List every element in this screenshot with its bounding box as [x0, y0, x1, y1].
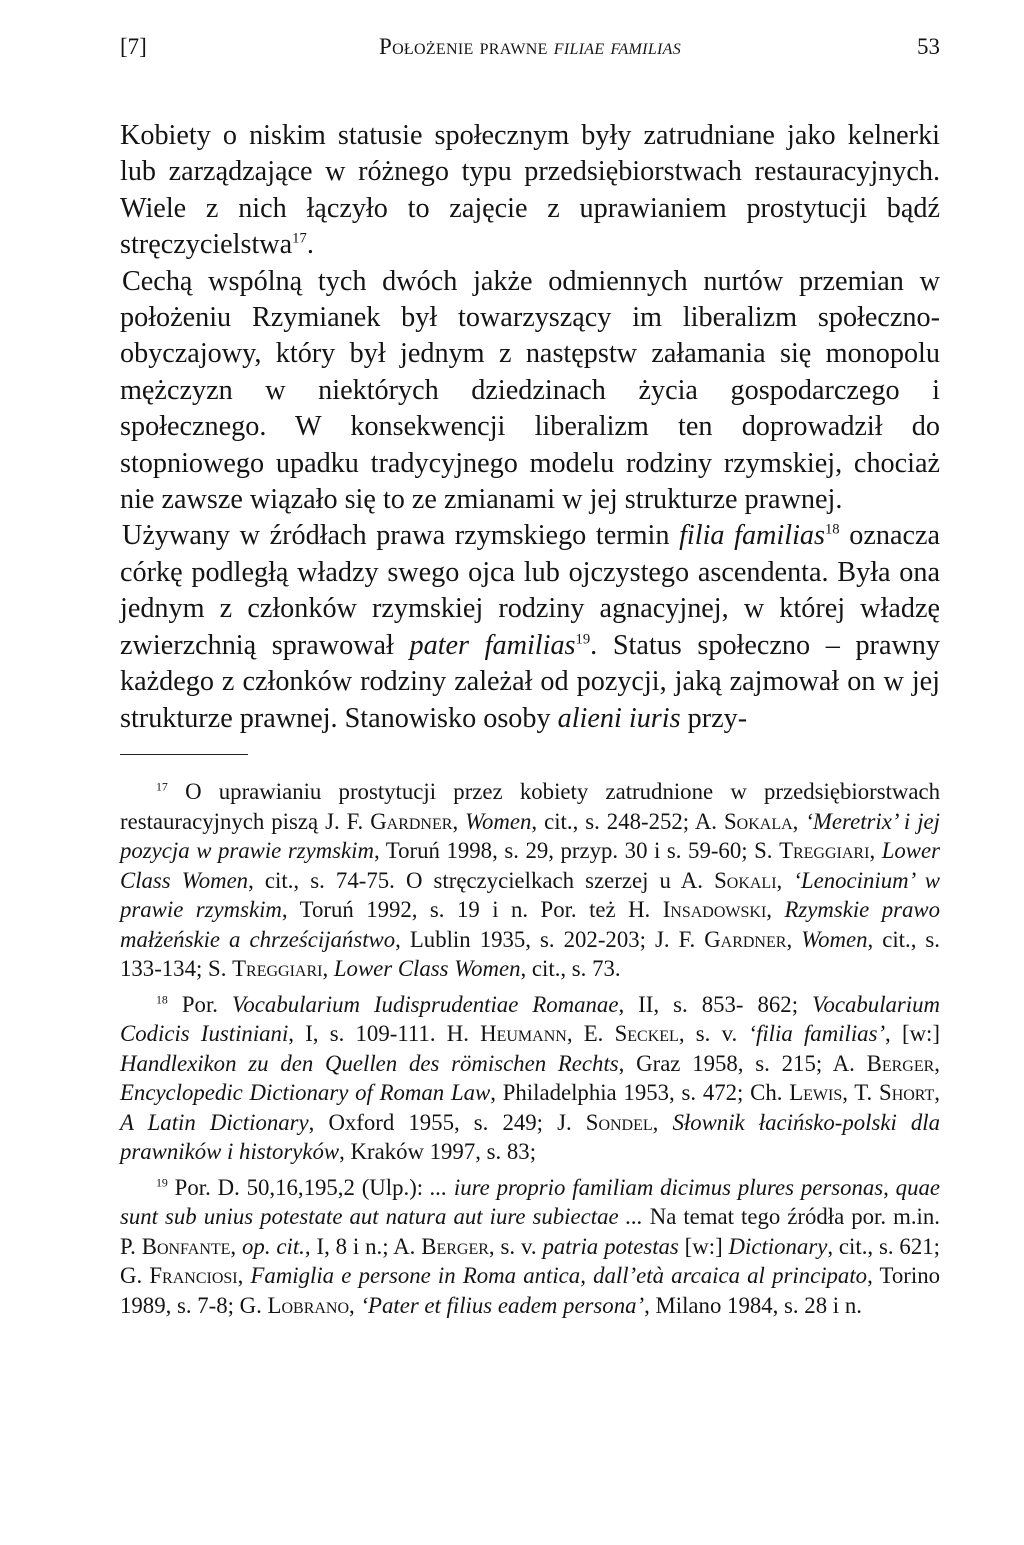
footnote-text: , Toruń 1998, s. 29, przyp. 30 i s. 59-60; S. — [373, 838, 780, 863]
paragraph-2-text: Cechą wspólną tych dwóch jakże odmiennych nurtów przemian w położeniu Rzymianek był towarzyszący im liberalizm społeczno-obyczajowy, który był jednym z następstw załamania się monopolu mężczyzn w niektórych dziedzinach życia gospodarczego i społecznego. W konsekwencji liberalizm ten doprowadził do stopniowego upadku tradycyjnego modelu rodziny rzymskiej, chociaż nie zawsze wiązało się to ze zmianami w jej strukturze prawnej. — [120, 265, 940, 516]
footnote-text: , Milano 1984, s. 28 i n. — [644, 1292, 862, 1318]
paragraph-1-end: . — [306, 229, 314, 261]
footnote-text: I, 8 i n.; A. — [310, 1233, 422, 1259]
footnote-text: , cit., s. 248-252; A. — [531, 808, 724, 834]
author-name: Treggiari — [232, 956, 323, 981]
footnote-number: 17 — [156, 779, 168, 794]
work-title: Vocabularium Iudisprudentiae Romanae — [232, 991, 619, 1017]
footnote-ref-18: 18 — [824, 522, 840, 539]
main-text — [120, 118, 940, 737]
footnote-text: , [w:] — [885, 1021, 940, 1046]
footnote-text: , Toruń 1992, s. 19 i n. Por. też H. — [281, 897, 663, 922]
author-name: Berger — [421, 1233, 489, 1259]
footnote-18 — [120, 990, 940, 1167]
footnote-text: Por. D. 50,16,195,2 (Ulp.): — [167, 1174, 430, 1200]
work-title: Famiglia e persone in Roma antica, dall’età arcaica al principato — [250, 1263, 868, 1288]
author-name: Gardner — [704, 926, 787, 952]
footnote-text: , — [776, 867, 794, 893]
work-title: Lower Class Women — [120, 838, 940, 893]
footnote-text: , — [322, 956, 334, 981]
footnote-ref-17: 17 — [292, 230, 307, 247]
footnote-number: 19 — [156, 1174, 168, 1189]
work-title: Vocabularium Codicis Iustiniani — [120, 991, 940, 1046]
author-name: Franciosi — [149, 1263, 238, 1288]
footnote-text: , — [230, 1233, 243, 1259]
work-title: op. cit., — [242, 1233, 311, 1259]
footnote-text: , — [934, 1050, 940, 1076]
work-title: A Latin Dictionary — [120, 1109, 309, 1135]
paragraph-3-text-b: oznacza córkę podległą władzy swego ojca lub ojczystego ascendenta. Była ona jednym z członków rzymskiej rodziny agnacyjnej, w której władzę zwierzchnią sprawował — [120, 520, 940, 661]
footnote-text: , cit., s. 133-134; S. — [120, 926, 940, 981]
footnote-text: , Graz 1958, s. 215; A. — [618, 1050, 867, 1076]
paragraph-3 — [120, 518, 940, 736]
footnote-text: , E. — [566, 1021, 615, 1046]
work-title: Encyclopedic Dictionary of Roman Law — [120, 1080, 491, 1105]
section-number: [7] — [120, 34, 147, 59]
term-filia-familias: filia familias — [679, 520, 825, 552]
author-name: Sondel — [585, 1109, 653, 1135]
paragraph-1 — [120, 118, 940, 264]
paragraph-3-text-d: przy- — [680, 702, 748, 734]
footnote-text: , Philadelphia 1953, s. 472; Ch. — [490, 1080, 790, 1105]
footnote-text: , — [934, 1080, 940, 1105]
running-title-italic: filiae familias — [553, 34, 682, 59]
term-pater-familias: pater familias — [409, 629, 576, 661]
footnote-text: , Kraków 1997, s. 83; — [339, 1139, 537, 1164]
page-number: 53 — [917, 34, 940, 59]
work-title: Rzymskie prawo małżeńskie a chrześcijaństwo — [120, 897, 940, 952]
footnote-text: , — [652, 1109, 673, 1135]
footnote-text: , II, s. 853- 862; — [618, 991, 813, 1017]
paragraph-3-text-c: . Status społeczno – prawny każdego z członków rodziny zależał od pozycji, jaką zajmował on w jej strukturze prawnej. Stanowisko osoby — [120, 629, 940, 734]
author-name: Lewis — [789, 1080, 843, 1105]
footnote-text: , cit., s. 74-75. O stręczycielkach szerzej u A. — [248, 867, 715, 893]
footnote-text: , T. — [842, 1080, 880, 1105]
footnote-text: , cit., s. 73. — [520, 956, 621, 981]
author-name: Seckel — [614, 1021, 679, 1046]
footnote-text: , — [792, 808, 806, 834]
work-title: patria potestas — [542, 1233, 679, 1259]
paragraph-2 — [120, 264, 940, 519]
author-name: Bonfante — [141, 1233, 231, 1259]
author-name: Sokala — [723, 808, 793, 834]
work-title: ‘Pater et filius eadem persona’ — [360, 1292, 645, 1318]
work-title: Dictionary — [728, 1233, 828, 1259]
footnote-text: , — [349, 1292, 361, 1318]
footnote-ref-19: 19 — [575, 631, 591, 648]
footnote-17 — [120, 777, 940, 984]
paragraph-3-text-a: Używany w źródłach prawa rzymskiego termin — [122, 520, 680, 552]
footnote-text: Na temat tego źródła por. m.in. P. — [120, 1204, 940, 1259]
work-title: Słownik łacińsko-polski dla prawników i historyków — [120, 1109, 941, 1164]
footnote-text: Por. — [167, 991, 233, 1017]
work-title: ‘Meretrix’ i jej pozycja w prawie rzymskim — [120, 808, 940, 863]
author-name: Short — [879, 1080, 935, 1105]
footnote-text: , — [766, 897, 785, 922]
work-title: Women — [465, 808, 532, 834]
author-name: Berger — [866, 1050, 935, 1076]
footnote-text: , Oxford 1955, s. 249; J. — [308, 1109, 586, 1135]
term-alieni-iuris: alieni iuris — [557, 702, 681, 734]
footnote-text: , cit., s. 621; G. — [120, 1233, 940, 1288]
work-title: ‘Lenocinium’ w prawie rzymskim — [120, 867, 941, 922]
footnote-text: , Lublin 1935, s. 202-203; J. F. — [395, 926, 705, 952]
author-name: Insadowski — [662, 897, 767, 922]
footnote-text: , s. v. — [678, 1021, 749, 1046]
footnote-text: [w:] — [678, 1233, 729, 1259]
footnote-separator — [120, 754, 248, 755]
footnote-text: O uprawianiu prostytucji przez kobiety zatrudnione w przedsiębiorstwach restauracyjnych piszą J. F. — [120, 779, 940, 834]
author-name: Gardner — [370, 808, 453, 834]
work-title: Lower Class Women — [333, 956, 521, 981]
footnote-text: , I, s. 109-111. H. — [288, 1021, 481, 1046]
footnote-text: , Torino 1989, s. 7-8; G. — [120, 1263, 940, 1318]
author-name: Heumann — [480, 1021, 567, 1046]
work-title: ‘filia familias’ — [748, 1021, 886, 1046]
author-name: Treggiari — [779, 838, 870, 863]
work-title: Women — [801, 926, 868, 952]
footnote-text: , — [237, 1263, 251, 1288]
footnote-text: , — [869, 838, 882, 863]
footnote-number: 18 — [156, 991, 168, 1006]
footnotes — [120, 777, 940, 1326]
running-title — [120, 34, 940, 60]
latin-quote: ... iure proprio familiam dicimus plures personas, quae sunt sub unius potestate aut natura aut iure subiectae ... — [120, 1174, 941, 1229]
author-name: Lobrano — [267, 1292, 350, 1318]
work-title: Handlexikon zu den Quellen des römischen Rechts — [120, 1050, 619, 1076]
author-name: Sokali — [714, 867, 777, 893]
footnote-text: , — [452, 808, 466, 834]
footnote-text: , s. v. — [488, 1233, 543, 1259]
footnote-19 — [120, 1173, 940, 1321]
footnote-text: , — [786, 926, 802, 952]
paragraph-1-text: Kobiety o niskim statusie społecznym były zatrudniane jako kelnerki lub zarządzające w różnego typu przedsiębiorstwach restauracyjnych. Wiele z nich łączyło to zajęcie z uprawianiem prostytucji bądź stręczycielstwa — [120, 120, 940, 261]
running-header — [120, 34, 940, 74]
running-title-prefix: Położenie prawne — [378, 34, 554, 59]
